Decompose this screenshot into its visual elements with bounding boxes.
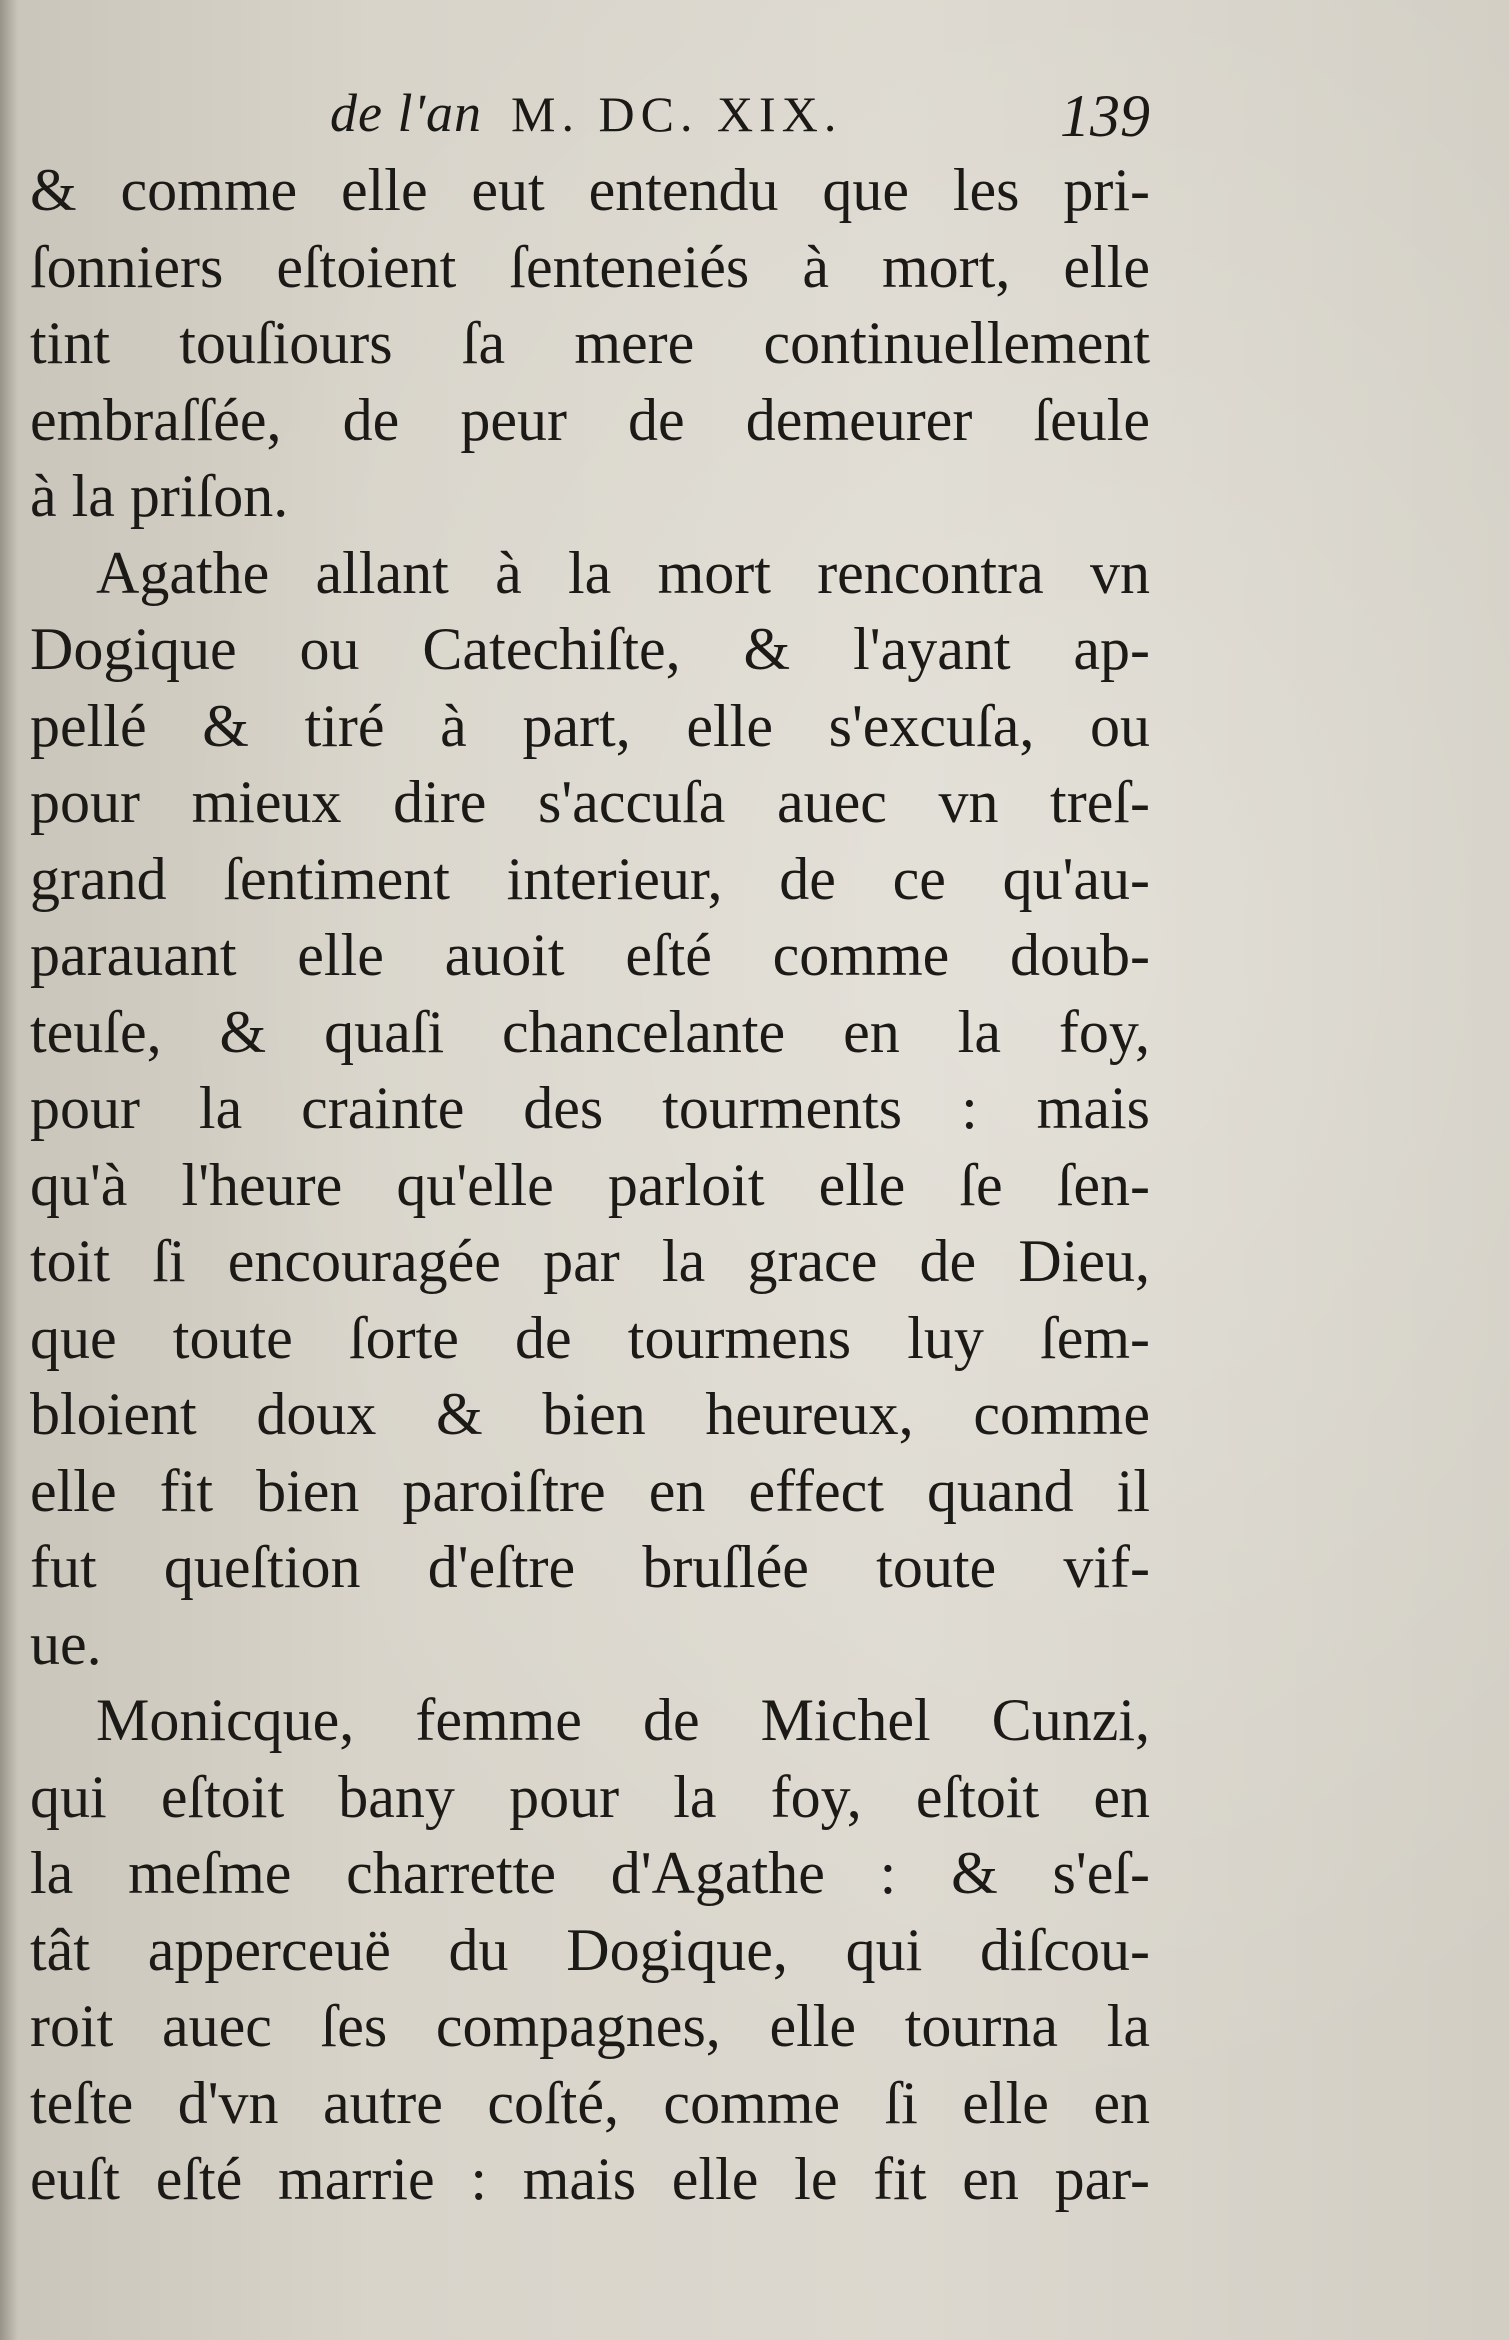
paragraph	[30, 1682, 1150, 2218]
text-line: la meſme charrette d'Agathe : & s'eſ-	[30, 1840, 1150, 1906]
running-head-year: M. DC. XIX.	[511, 86, 843, 142]
text-line: euſt eſté marrie : mais elle le fit en par-	[30, 2146, 1150, 2212]
running-head	[330, 82, 1150, 152]
gutter-shadow	[0, 0, 18, 2340]
text-line: à la priſon.	[30, 463, 289, 529]
text-line: roit auec ſes compagnes, elle tourna la	[30, 1993, 1150, 2059]
text-line: Agathe allant à la mort rencontra vn	[96, 539, 1150, 606]
text-line: pour la crainte des tourments : mais	[30, 1075, 1150, 1141]
text-line: grand ſentiment interieur, de ce qu'au-	[30, 845, 1150, 912]
running-head-title	[330, 82, 842, 144]
text-line: qui eſtoit bany pour la foy, eſtoit en	[30, 1763, 1150, 1830]
text-line: bloient doux & bien heureux, comme	[30, 1381, 1150, 1447]
text-line: teſte d'vn autre coſté, comme ſi elle en	[30, 2069, 1150, 2136]
text-line: que toute ſorte de tourmens luy ſem-	[30, 1304, 1150, 1371]
page-number: 139	[1060, 83, 1150, 149]
paragraph	[30, 535, 1150, 1683]
text-line: elle fit bien paroiſtre en effect quand il	[30, 1457, 1150, 1524]
text-line: toit ſi encouragée par la grace de Dieu,	[30, 1228, 1150, 1294]
body-text	[30, 152, 1150, 2218]
text-line: embraſſée, de peur de demeurer ſeule	[30, 386, 1150, 453]
text-line: tât apperceuë du Dogique, qui diſcou-	[30, 1916, 1150, 1983]
text-line: Dogique ou Catechiſte, & l'ayant ap-	[30, 616, 1150, 682]
text-line: pellé & tiré à part, elle s'excuſa, ou	[30, 692, 1150, 759]
running-head-prefix: de l'an	[330, 83, 483, 143]
text-line: parauant elle auoit eſté comme doub-	[30, 922, 1150, 988]
text-line: qu'à l'heure qu'elle parloit elle ſe ſen-	[30, 1151, 1150, 1218]
text-line: pour mieux dire s'accuſa auec vn treſ-	[30, 769, 1150, 835]
text-line: tint touſiours ſa mere continuellement	[30, 310, 1150, 376]
text-line: ſonniers eſtoient ſenteneiés à mort, elle	[30, 233, 1150, 300]
text-line: teuſe, & quaſi chancelante en la foy,	[30, 998, 1150, 1065]
text-line: & comme elle eut entendu que les pri-	[30, 157, 1150, 223]
text-line: Monicque, femme de Michel Cunzi,	[96, 1687, 1150, 1753]
text-line: ue.	[30, 1610, 102, 1677]
text-line: fut queſtion d'eſtre bruſlée toute vif-	[30, 1534, 1150, 1600]
paragraph	[30, 152, 1150, 535]
